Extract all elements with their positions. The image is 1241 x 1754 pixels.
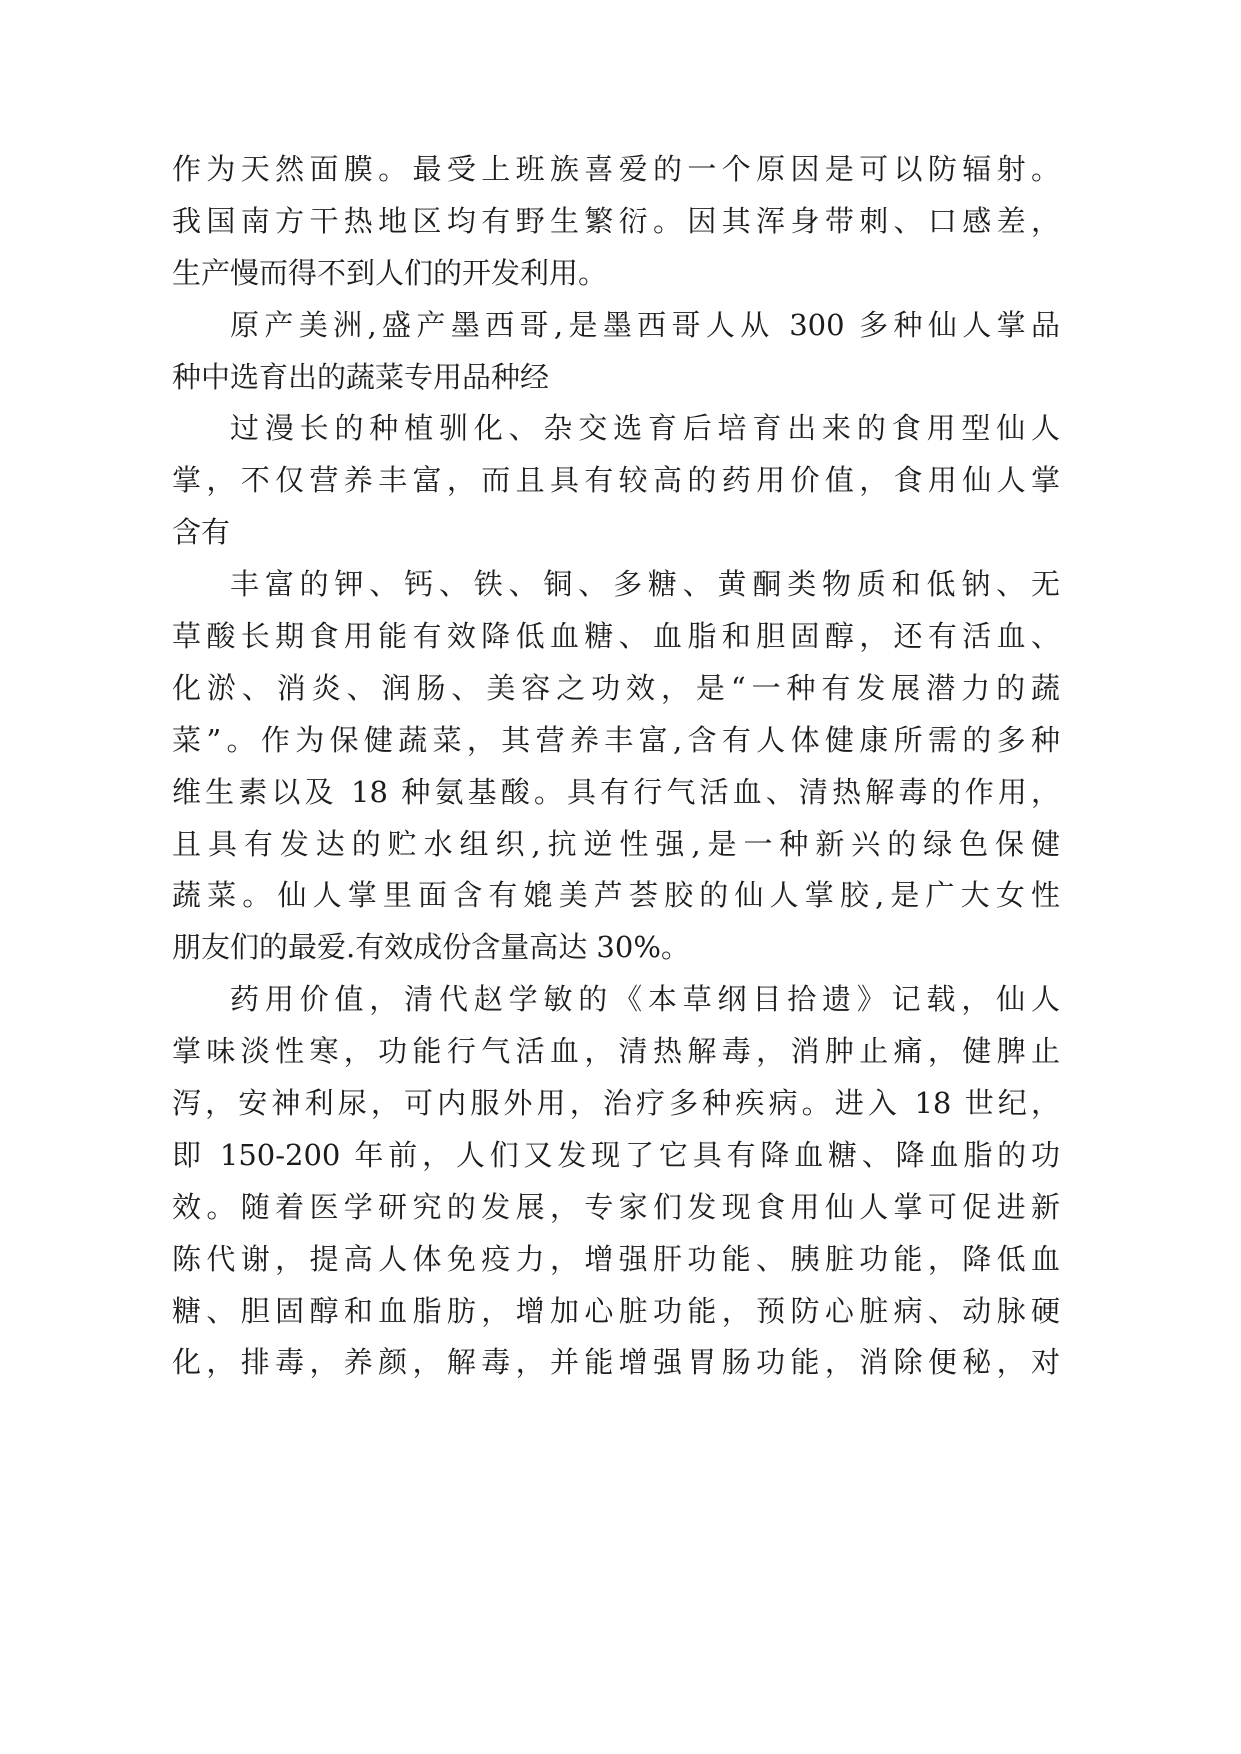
paragraph-nutrition xyxy=(172,559,1060,974)
text-line: 原产美洲,盛产墨西哥,是墨西哥人从 300 多种仙人掌品 xyxy=(230,307,1060,342)
paragraph-medicinal-value xyxy=(172,974,1060,1389)
text-line: 种中选育出的蔬菜专用品种经 xyxy=(172,359,550,394)
text-line: 我国南方干热地区均有野生繁衍。因其浑身带刺、口感差， xyxy=(172,203,1060,238)
text-line: 生产慢而得不到人们的开发利用。 xyxy=(172,255,608,290)
text-line: 药用价值，清代赵学敏的《本草纲目拾遗》记载，仙人 xyxy=(230,982,1060,1017)
text-line: 效。随着医学研究的发展，专家们发现食用仙人掌可促进新 xyxy=(172,1189,1060,1224)
text-line: 蔬菜。仙人掌里面含有媲美芦荟胶的仙人掌胶,是广大女性 xyxy=(172,878,1060,913)
text-line: 即 150-200 年前，人们又发现了它具有降血糖、降血脂的功 xyxy=(172,1137,1060,1172)
text-line: 化淤、消炎、润肠、美容之功效，是“一种有发展潜力的蔬 xyxy=(172,670,1060,705)
text-line: 丰富的钾、钙、铁、铜、多糖、黄酮类物质和低钠、无 xyxy=(230,567,1060,602)
text-line: 含有 xyxy=(172,515,231,550)
text-line: 过漫长的种植驯化、杂交选育后培育出来的食用型仙人 xyxy=(230,411,1060,446)
text-line: 泻，安神利尿，可内服外用，治疗多种疾病。进入 18 世纪， xyxy=(172,1086,1060,1121)
paragraph-continuation xyxy=(172,144,1060,300)
text-line: 掌味淡性寒，功能行气活血，清热解毒，消肿止痛，健脾止 xyxy=(172,1034,1060,1069)
text-line: 且具有发达的贮水组织,抗逆性强,是一种新兴的绿色保健 xyxy=(172,826,1060,861)
document-body xyxy=(172,144,1060,1389)
paragraph-cultivation xyxy=(172,403,1060,559)
text-line: 维生素以及 18 种氨基酸。具有行气活血、清热解毒的作用， xyxy=(172,774,1060,809)
text-line: 草酸长期食用能有效降低血糖、血脂和胆固醇，还有活血、 xyxy=(172,619,1060,654)
paragraph-origin xyxy=(172,300,1060,404)
text-line: 陈代谢，提高人体免疫力，增强肝功能、胰脏功能，降低血 xyxy=(172,1241,1060,1276)
text-line: 作为天然面膜。最受上班族喜爱的一个原因是可以防辐射。 xyxy=(172,152,1060,186)
text-line: 朋友们的最爱.有效成份含量高达 30%。 xyxy=(172,930,690,965)
text-line: 糖、胆固醇和血脂肪，增加心脏功能，预防心脏病、动脉硬 xyxy=(172,1293,1060,1328)
text-line: 菜”。作为保健蔬菜，其营养丰富,含有人体健康所需的多种 xyxy=(172,722,1060,757)
text-line: 化，排毒，养颜，解毒，并能增强胃肠功能，消除便秘，对 xyxy=(172,1345,1060,1380)
text-line: 掌，不仅营养丰富，而且具有较高的药用价值，食用仙人掌 xyxy=(172,463,1060,498)
